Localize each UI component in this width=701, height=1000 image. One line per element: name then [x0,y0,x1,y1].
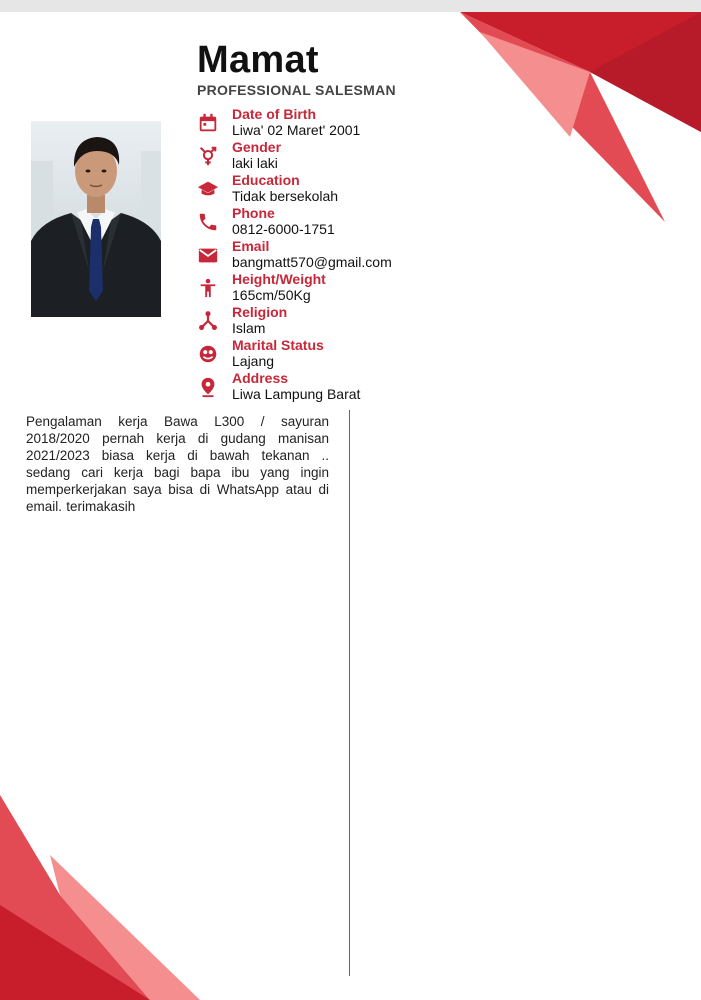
info-email [197,238,457,271]
person-icon [197,277,219,299]
info-value: 0812-6000-1751 [232,221,335,237]
info-education [197,172,457,205]
graduation-cap-icon [197,178,219,200]
personal-info-list [197,106,457,403]
envelope-icon [197,244,219,266]
info-value: Lajang [232,353,275,369]
info-label: Phone [232,205,275,221]
info-label: Date of Birth [232,106,316,122]
info-value: laki laki [232,155,278,171]
info-value: Liwa' 02 Maret' 2001 [232,122,361,138]
info-label: Gender [232,139,282,155]
hub-icon [197,310,219,332]
column-divider [349,410,350,976]
ring-icon [197,343,219,365]
location-pin-icon [197,376,219,398]
calendar-icon [197,112,219,134]
candidate-name: Mamat [197,39,319,81]
info-label: Address [232,370,289,386]
info-phone [197,205,457,238]
info-date-of-birth [197,106,457,139]
info-marital-status [197,337,457,370]
info-gender [197,139,457,172]
profile-photo [31,121,161,317]
info-address [197,370,457,403]
info-label: Height/Weight [232,271,326,287]
phone-icon [197,211,219,233]
info-value: Liwa Lampung Barat [232,386,361,402]
decorative-corner-top-right [440,12,701,232]
info-value: 165cm/50Kg [232,287,311,303]
info-value: Islam [232,320,266,336]
info-height-weight [197,271,457,304]
info-label: Email [232,238,270,254]
info-label: Education [232,172,300,188]
work-experience-summary: Pengalaman kerja Bawa L300 / sayuran 2018/2020 pernah kerja di gudang manisan 2021/2023 biasa kerja di bawah tekanan .. sedang cari kerja bagi bapa ibu yang ingin memperkerjakan saya bisa di WhatsApp atau di email. terimakasih [26,414,329,514]
info-value: bangmatt570@gmail.com [232,254,392,270]
info-value: Tidak bersekolah [232,188,339,204]
gender-icon [197,145,219,167]
top-bar [0,0,701,12]
info-label: Religion [232,304,288,320]
job-title: PROFESSIONAL SALESMAN [197,82,396,98]
decorative-corner-bottom-left [0,795,200,1000]
info-label: Marital Status [232,337,324,353]
info-religion [197,304,457,337]
